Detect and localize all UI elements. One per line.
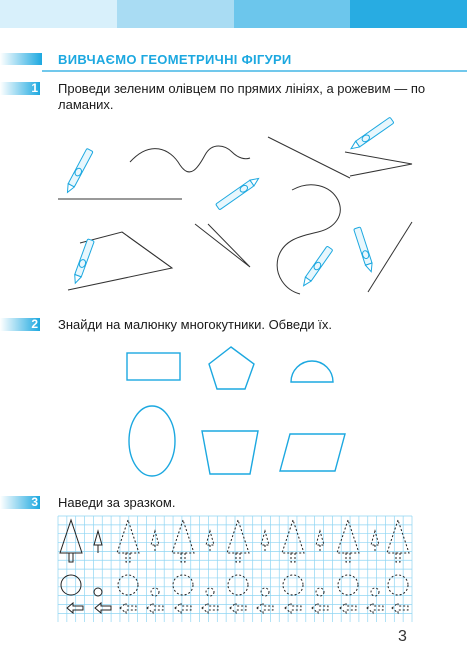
small-triangle <box>371 531 379 545</box>
straight-line-2 <box>268 137 350 178</box>
header-band-segment-4 <box>350 0 467 28</box>
small-circle <box>94 588 102 596</box>
arrow-shape <box>175 603 191 613</box>
small-circle <box>261 588 269 596</box>
broken-line-2 <box>80 232 172 268</box>
arrow-shape <box>95 603 111 613</box>
big-triangle-stem <box>69 553 73 562</box>
small-triangle <box>206 531 214 545</box>
big-circle <box>118 575 138 595</box>
arrow-shape <box>285 603 301 613</box>
big-triangle-stem <box>291 553 295 562</box>
arrow-shape <box>392 603 408 613</box>
small-circle <box>151 588 159 596</box>
small-circle <box>316 588 324 596</box>
broken-line-1 <box>345 152 412 176</box>
rectangle-shape <box>127 353 180 380</box>
big-circle <box>283 575 303 595</box>
arrow-shape <box>147 603 163 613</box>
oval-shape <box>129 406 175 476</box>
big-triangle-stem <box>346 553 350 562</box>
arrow-shape <box>340 603 356 613</box>
big-triangle-stem <box>236 553 240 562</box>
header-band-segment-1 <box>0 0 117 28</box>
arrow-shape <box>230 603 246 613</box>
curved-line-2 <box>277 185 340 294</box>
task-2-number-label: 2 <box>31 317 38 331</box>
header-band-segment-3 <box>234 0 351 28</box>
big-triangle <box>282 520 304 553</box>
task-3-text: Наведи за зразком. <box>58 495 176 510</box>
curved-line-1 <box>130 146 250 172</box>
big-triangle-stem <box>181 553 185 562</box>
big-circle <box>173 575 193 595</box>
big-triangle-stem <box>396 553 400 562</box>
arrow-shape <box>312 603 328 613</box>
big-circle <box>61 575 81 595</box>
task-1-number-label: 1 <box>31 81 38 95</box>
broken-line-3 <box>68 232 172 290</box>
pentagon-shape <box>209 347 254 389</box>
small-triangle <box>261 531 269 545</box>
straight-line-3 <box>368 222 412 292</box>
big-circle <box>338 575 358 595</box>
big-triangle <box>117 520 139 553</box>
header-band-segment-2 <box>117 0 234 28</box>
arrow-shape <box>202 603 218 613</box>
header-band <box>0 0 467 28</box>
pencil-icon <box>64 117 394 288</box>
task-3-number <box>0 496 40 509</box>
task-3-number-label: 3 <box>31 495 38 509</box>
section-title: ВИВЧАЄМО ГЕОМЕТРИЧНІ ФІГУРИ <box>58 52 292 67</box>
small-circle <box>206 588 214 596</box>
trapezoid-shape <box>202 431 258 474</box>
task-2-text: Знайди на малюнку многокутники. Обведи їх. <box>58 317 333 332</box>
semicircle-shape <box>291 361 333 382</box>
small-triangle <box>151 531 159 545</box>
task-2-number <box>0 318 40 331</box>
big-circle <box>388 575 408 595</box>
task-1-number <box>0 82 40 95</box>
page-number: 3 <box>398 628 407 645</box>
arrow-shape <box>257 603 273 613</box>
small-triangle <box>316 531 324 545</box>
parallelogram-shape <box>280 434 345 471</box>
task-1-text: Проведи зеленим олівцем по прямих лініях, а рожевим — по ламаних. <box>58 81 426 112</box>
small-circle <box>371 588 379 596</box>
big-triangle-stem <box>126 553 130 562</box>
big-triangle <box>227 520 249 553</box>
big-circle <box>228 575 248 595</box>
arrow-shape <box>67 603 83 613</box>
big-triangle <box>387 520 409 553</box>
big-triangle <box>60 520 82 553</box>
big-triangle <box>172 520 194 553</box>
big-triangle <box>337 520 359 553</box>
arrow-shape <box>367 603 383 613</box>
small-triangle <box>94 531 102 545</box>
arrow-shape <box>120 603 136 613</box>
broken-line-4 <box>195 224 250 267</box>
